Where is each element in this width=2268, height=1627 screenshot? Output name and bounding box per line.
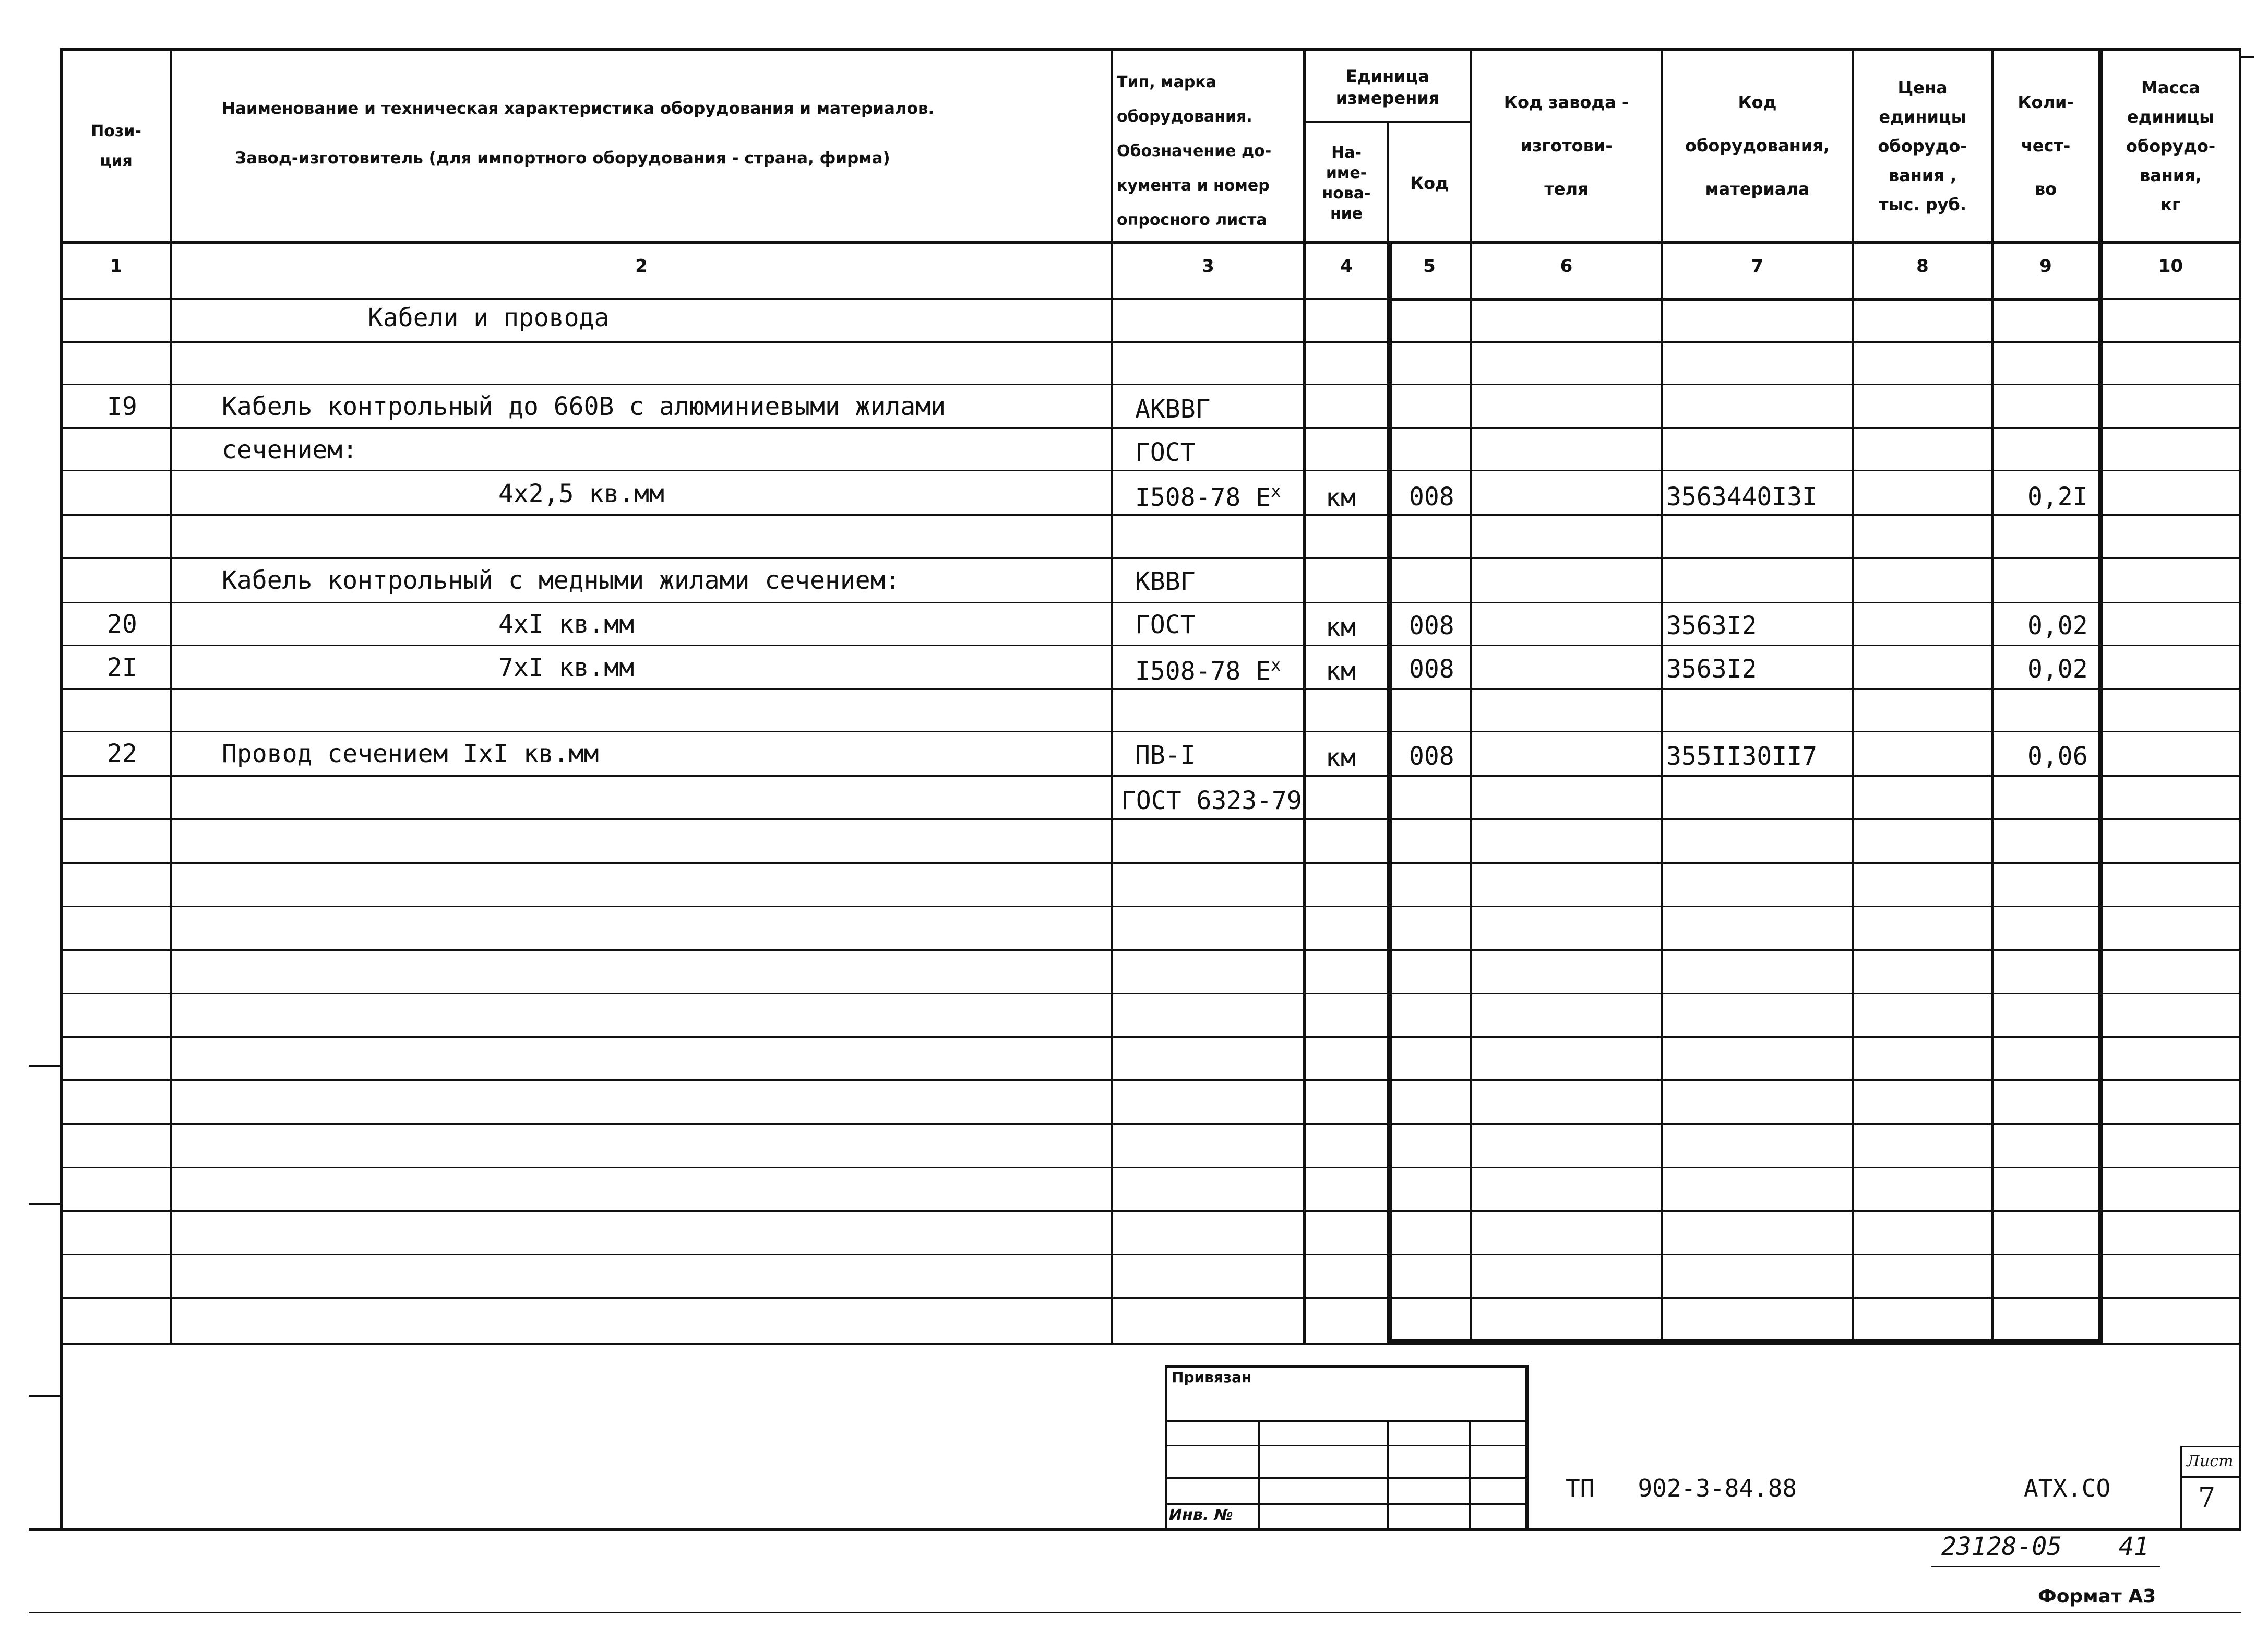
table-row-type: ГОСТ 6323-79: [1121, 786, 1302, 815]
column-number-5: 5: [1423, 256, 1436, 277]
table-row-type: ПВ-I: [1135, 741, 1196, 770]
table-row-unit: км: [1326, 657, 1356, 686]
table-row-quantity: 0,02: [2027, 655, 2088, 684]
header-unit-group: Единица измерения: [1335, 66, 1440, 108]
header-type-mark: Тип, марка оборудования. Обозначение до- кумента и номер опросного листа: [1117, 73, 1272, 229]
table-row-type: [1135, 657, 1281, 684]
table-row-unit: км: [1326, 613, 1356, 642]
table-row-position: 22: [107, 739, 137, 768]
table-row-name: 4хI кв.мм: [498, 610, 635, 639]
archive-page: 41: [2119, 1532, 2149, 1561]
header-quantity: Коли- чест- во: [2018, 92, 2074, 199]
table-row-type: [1135, 483, 1281, 510]
stamp-document-code: ТП 902-3-84.88: [1566, 1474, 1797, 1502]
stamp-sheet-number: 7: [2198, 1482, 2216, 1514]
table-row-unit: км: [1326, 743, 1356, 773]
type-superscript: х: [1271, 481, 1281, 501]
column-number-7: 7: [1751, 256, 1764, 277]
table-row-name: сечением:: [222, 435, 358, 465]
table-row-name: 4х2,5 кв.мм: [498, 479, 664, 508]
table-row-equipment-code: 3563I2: [1666, 611, 1757, 640]
table-row-quantity: 0,06: [2027, 742, 2088, 771]
section-title: Кабели и провода: [368, 303, 610, 332]
table-row-name: Кабель контрольный с медными жилами сечением:: [222, 566, 901, 595]
table-row-unit-code: 008: [1409, 742, 1454, 771]
table-row-unit-code: 008: [1409, 611, 1454, 640]
stamp-privyazan: Привязан: [1172, 1369, 1252, 1386]
table-row-unit: км: [1326, 483, 1356, 513]
column-number-2: 2: [635, 256, 648, 277]
header-unit-code: Код: [1410, 173, 1449, 193]
column-number-1: 1: [110, 256, 123, 277]
table-row-equipment-code: 3563440I3I: [1666, 482, 1817, 512]
table-row-equipment-code: 3563I2: [1666, 655, 1757, 684]
header-equipment-code: Код оборудования, материала: [1685, 92, 1830, 199]
table-row-position: I9: [107, 392, 137, 421]
header-name-line1: Наименование и техническая характеристика оборудования и материалов.: [222, 99, 935, 118]
type-superscript: х: [1271, 655, 1281, 675]
header-name-line2: Завод-изготовитель (для импортного оборудования - страна, фирма): [235, 149, 890, 168]
table-row-name: 7хI кв.мм: [498, 653, 635, 682]
header-unit-name: На- име- нова- ние: [1322, 144, 1371, 223]
table-row-unit-code: 008: [1409, 655, 1454, 684]
table-row-name: Провод сечением IхI кв.мм: [222, 739, 599, 768]
column-number-3: 3: [1202, 256, 1214, 277]
stamp-sheet-label: Лист: [2187, 1452, 2234, 1470]
archive-number: 23128-05: [1941, 1532, 2062, 1561]
table-row-type: КВВГ: [1135, 567, 1196, 596]
stamp-inventory-number: Инв. №: [1169, 1506, 1233, 1524]
table-row-type: АКВВГ: [1135, 395, 1211, 424]
table-row-quantity: 0,02: [2027, 611, 2088, 640]
header-factory-code: Код завода - изготови- теля: [1503, 92, 1629, 199]
column-number-10: 10: [2158, 256, 2183, 277]
type-text: I508-78 Е: [1135, 483, 1271, 512]
table-row-quantity: 0,2I: [2027, 482, 2088, 512]
table-row-equipment-code: 355II30II7: [1666, 742, 1817, 771]
stamp-document-mark: АТХ.СО: [2024, 1474, 2111, 1502]
format-label: Формат А3: [2038, 1586, 2156, 1607]
table-row-position: 20: [107, 610, 137, 639]
header-position: Пози- ция: [91, 122, 141, 170]
column-number-4: 4: [1340, 256, 1353, 277]
table-row-name: Кабель контрольный до 660В с алюминиевыми жилами: [222, 392, 946, 421]
column-number-6: 6: [1560, 256, 1573, 277]
table-row-type: ГОСТ: [1135, 610, 1196, 639]
table-row-position: 2I: [107, 653, 137, 682]
header-price: Цена единицы оборудо- вания , тыс. руб.: [1878, 77, 1967, 215]
column-number-9: 9: [2039, 256, 2052, 277]
table-row-type: ГОСТ: [1135, 438, 1196, 467]
type-text: I508-78 Е: [1135, 657, 1271, 686]
header-mass: Масса единицы оборудо- вания, кг: [2126, 77, 2216, 215]
table-row-unit-code: 008: [1409, 482, 1454, 512]
column-number-8: 8: [1916, 256, 1929, 277]
